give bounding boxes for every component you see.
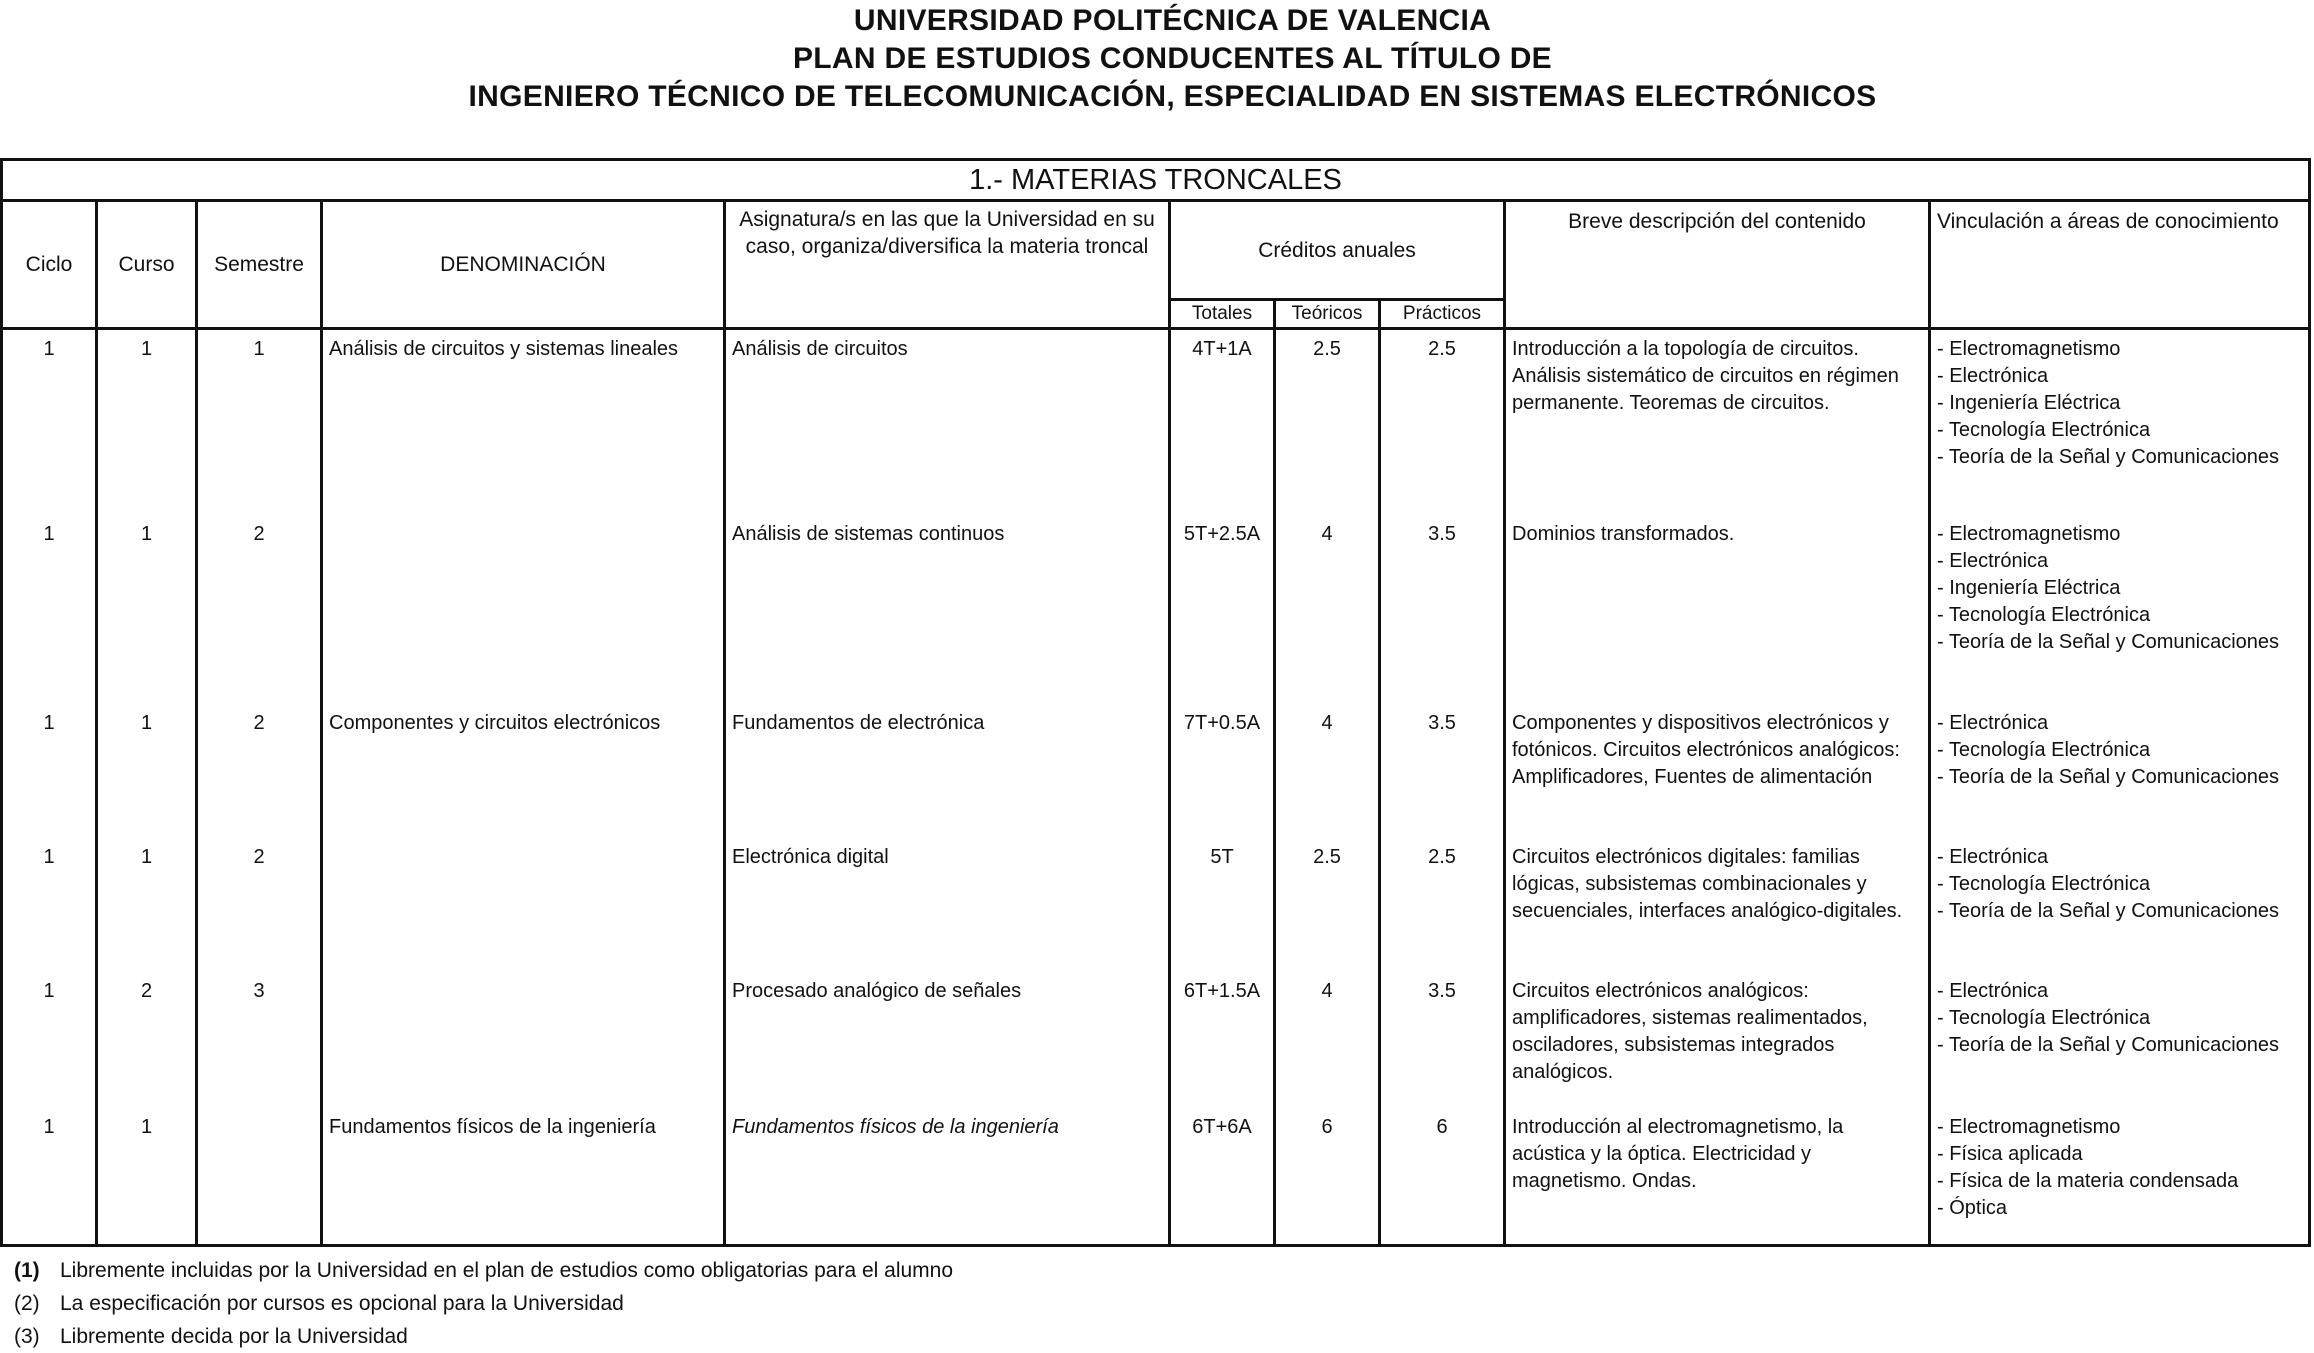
table-row [2,329,2310,517]
table-row [2,517,2310,706]
table-row [2,706,2310,840]
cell-descripcion: Introducción a la topología de circuitos. Análisis sistemático de circuitos en régimen permanente. Teoremas de circuitos. [1505,329,1930,517]
cell-semestre [197,1110,322,1246]
col-header-teoricos: Teóricos [1275,300,1380,329]
col-header-creditos: Créditos anuales [1170,201,1505,300]
cell-denominacion: Componentes y circuitos electrónicos [322,706,725,840]
cell-curso: 2 [97,974,197,1110]
cell-ciclo: 1 [2,706,97,840]
footnote-number: (2) [14,1292,40,1315]
cell-asignatura: Fundamentos físicos de la ingeniería [725,1110,1170,1246]
footnote-text: Libremente decida por la Universidad [60,1325,408,1348]
cell-practicos: 3.5 [1380,517,1505,706]
cell-curso: 1 [97,329,197,517]
cell-descripcion: Circuitos electrónicos digitales: familias lógicas, subsistemas combinacionales y secuenciales, interfaces analógico-digitales. [1505,840,1930,974]
col-header-ciclo: Ciclo [2,201,97,329]
cell-descripcion: Dominios transformados. [1505,517,1930,706]
cell-vinculacion: - Electromagnetismo - Electrónica - Ingeniería Eléctrica - Tecnología Electrónica - Teoría de la Señal y Comunicaciones [1930,517,2310,706]
cell-teoricos: 2.5 [1275,329,1380,517]
col-header-vinculacion: Vinculación a áreas de conocimiento [1930,201,2310,329]
university-title: UNIVERSIDAD POLITÉCNICA DE VALENCIA [853,4,1492,37]
cell-asignatura: Procesado analógico de señales [725,974,1170,1110]
cell-practicos: 3.5 [1380,706,1505,840]
cell-vinculacion: - Electrónica - Tecnología Electrónica - Teoría de la Señal y Comunicaciones [1930,840,2310,974]
cell-asignatura: Análisis de sistemas continuos [725,517,1170,706]
col-header-practicos: Prácticos [1380,300,1505,329]
cell-descripcion: Introducción al electromagnetismo, la acústica y la óptica. Electricidad y magnetismo. Ondas. [1505,1110,1930,1246]
cell-denominacion [322,974,725,1110]
footnotes [14,1254,953,1353]
cell-practicos: 2.5 [1380,840,1505,974]
cell-vinculacion: - Electrónica - Tecnología Electrónica - Teoría de la Señal y Comunicaciones [1930,706,2310,840]
footnote-number: (1) [14,1259,40,1282]
cell-teoricos: 4 [1275,706,1380,840]
col-header-asignatura: Asignatura/s en las que la Universidad en su caso, organiza/diversifica la materia troncal [725,201,1170,329]
cell-asignatura: Análisis de circuitos [725,329,1170,517]
footnote-number: (3) [14,1325,40,1348]
footnote [14,1287,953,1320]
cell-semestre: 1 [197,329,322,517]
cell-practicos: 3.5 [1380,974,1505,1110]
footnote [14,1320,953,1353]
cell-denominacion [322,840,725,974]
cell-ciclo: 1 [2,840,97,974]
cell-totales: 4T+1A [1170,329,1275,517]
cell-totales: 6T+1.5A [1170,974,1275,1110]
col-header-curso: Curso [97,201,197,329]
footnote-text: La especificación por cursos es opcional para la Universidad [60,1292,624,1315]
cell-curso: 1 [97,706,197,840]
cell-teoricos: 6 [1275,1110,1380,1246]
cell-curso: 1 [97,1110,197,1246]
subjects-table [0,158,2311,1247]
cell-denominacion [322,517,725,706]
cell-curso: 1 [97,840,197,974]
table-row [2,974,2310,1110]
cell-vinculacion: - Electrónica - Tecnología Electrónica - Teoría de la Señal y Comunicaciones [1930,974,2310,1110]
footnote [14,1254,953,1287]
cell-ciclo: 1 [2,1110,97,1246]
cell-denominacion: Análisis de circuitos y sistemas lineales [322,329,725,517]
col-header-totales: Totales [1170,300,1275,329]
table-row [2,840,2310,974]
cell-teoricos: 2.5 [1275,840,1380,974]
cell-curso: 1 [97,517,197,706]
cell-vinculacion: - Electromagnetismo - Electrónica - Ingeniería Eléctrica - Tecnología Electrónica - Teoría de la Señal y Comunicaciones [1930,329,2310,517]
cell-practicos: 2.5 [1380,329,1505,517]
cell-totales: 7T+0.5A [1170,706,1275,840]
col-header-descripcion: Breve descripción del contenido [1505,201,1930,329]
cell-teoricos: 4 [1275,974,1380,1110]
section-title: 1.- MATERIAS TRONCALES [2,160,2310,201]
cell-descripcion: Componentes y dispositivos electrónicos y fotónicos. Circuitos electrónicos analógicos: Amplificadores, Fuentes de alimentación [1505,706,1930,840]
cell-totales: 5T [1170,840,1275,974]
document-header [0,2,2314,116]
cell-semestre: 2 [197,840,322,974]
cell-semestre: 2 [197,706,322,840]
degree-title: INGENIERO TÉCNICO DE TELECOMUNICACIÓN, ESPECIALIDAD EN SISTEMAS ELECTRÓNICOS [468,80,1877,113]
cell-asignatura: Electrónica digital [725,840,1170,974]
cell-totales: 5T+2.5A [1170,517,1275,706]
cell-ciclo: 1 [2,517,97,706]
cell-denominacion: Fundamentos físicos de la ingeniería [322,1110,725,1246]
cell-ciclo: 1 [2,329,97,517]
col-header-denominacion: DENOMINACIÓN [322,201,725,329]
table-row [2,1110,2310,1246]
footnote-text: Libremente incluidas por la Universidad en el plan de estudios como obligatorias para el alumno [60,1259,954,1282]
cell-totales: 6T+6A [1170,1110,1275,1246]
cell-descripcion: Circuitos electrónicos analógicos: amplificadores, sistemas realimentados, osciladores, subsistemas integrados analógicos. [1505,974,1930,1110]
cell-practicos: 6 [1380,1110,1505,1246]
cell-semestre: 3 [197,974,322,1110]
plan-title: PLAN DE ESTUDIOS CONDUCENTES AL TÍTULO DE [792,42,1552,75]
cell-semestre: 2 [197,517,322,706]
col-header-semestre: Semestre [197,201,322,329]
cell-vinculacion: - Electromagnetismo - Física aplicada - Física de la materia condensada - Óptica [1930,1110,2310,1246]
cell-asignatura: Fundamentos de electrónica [725,706,1170,840]
cell-teoricos: 4 [1275,517,1380,706]
cell-ciclo: 1 [2,974,97,1110]
